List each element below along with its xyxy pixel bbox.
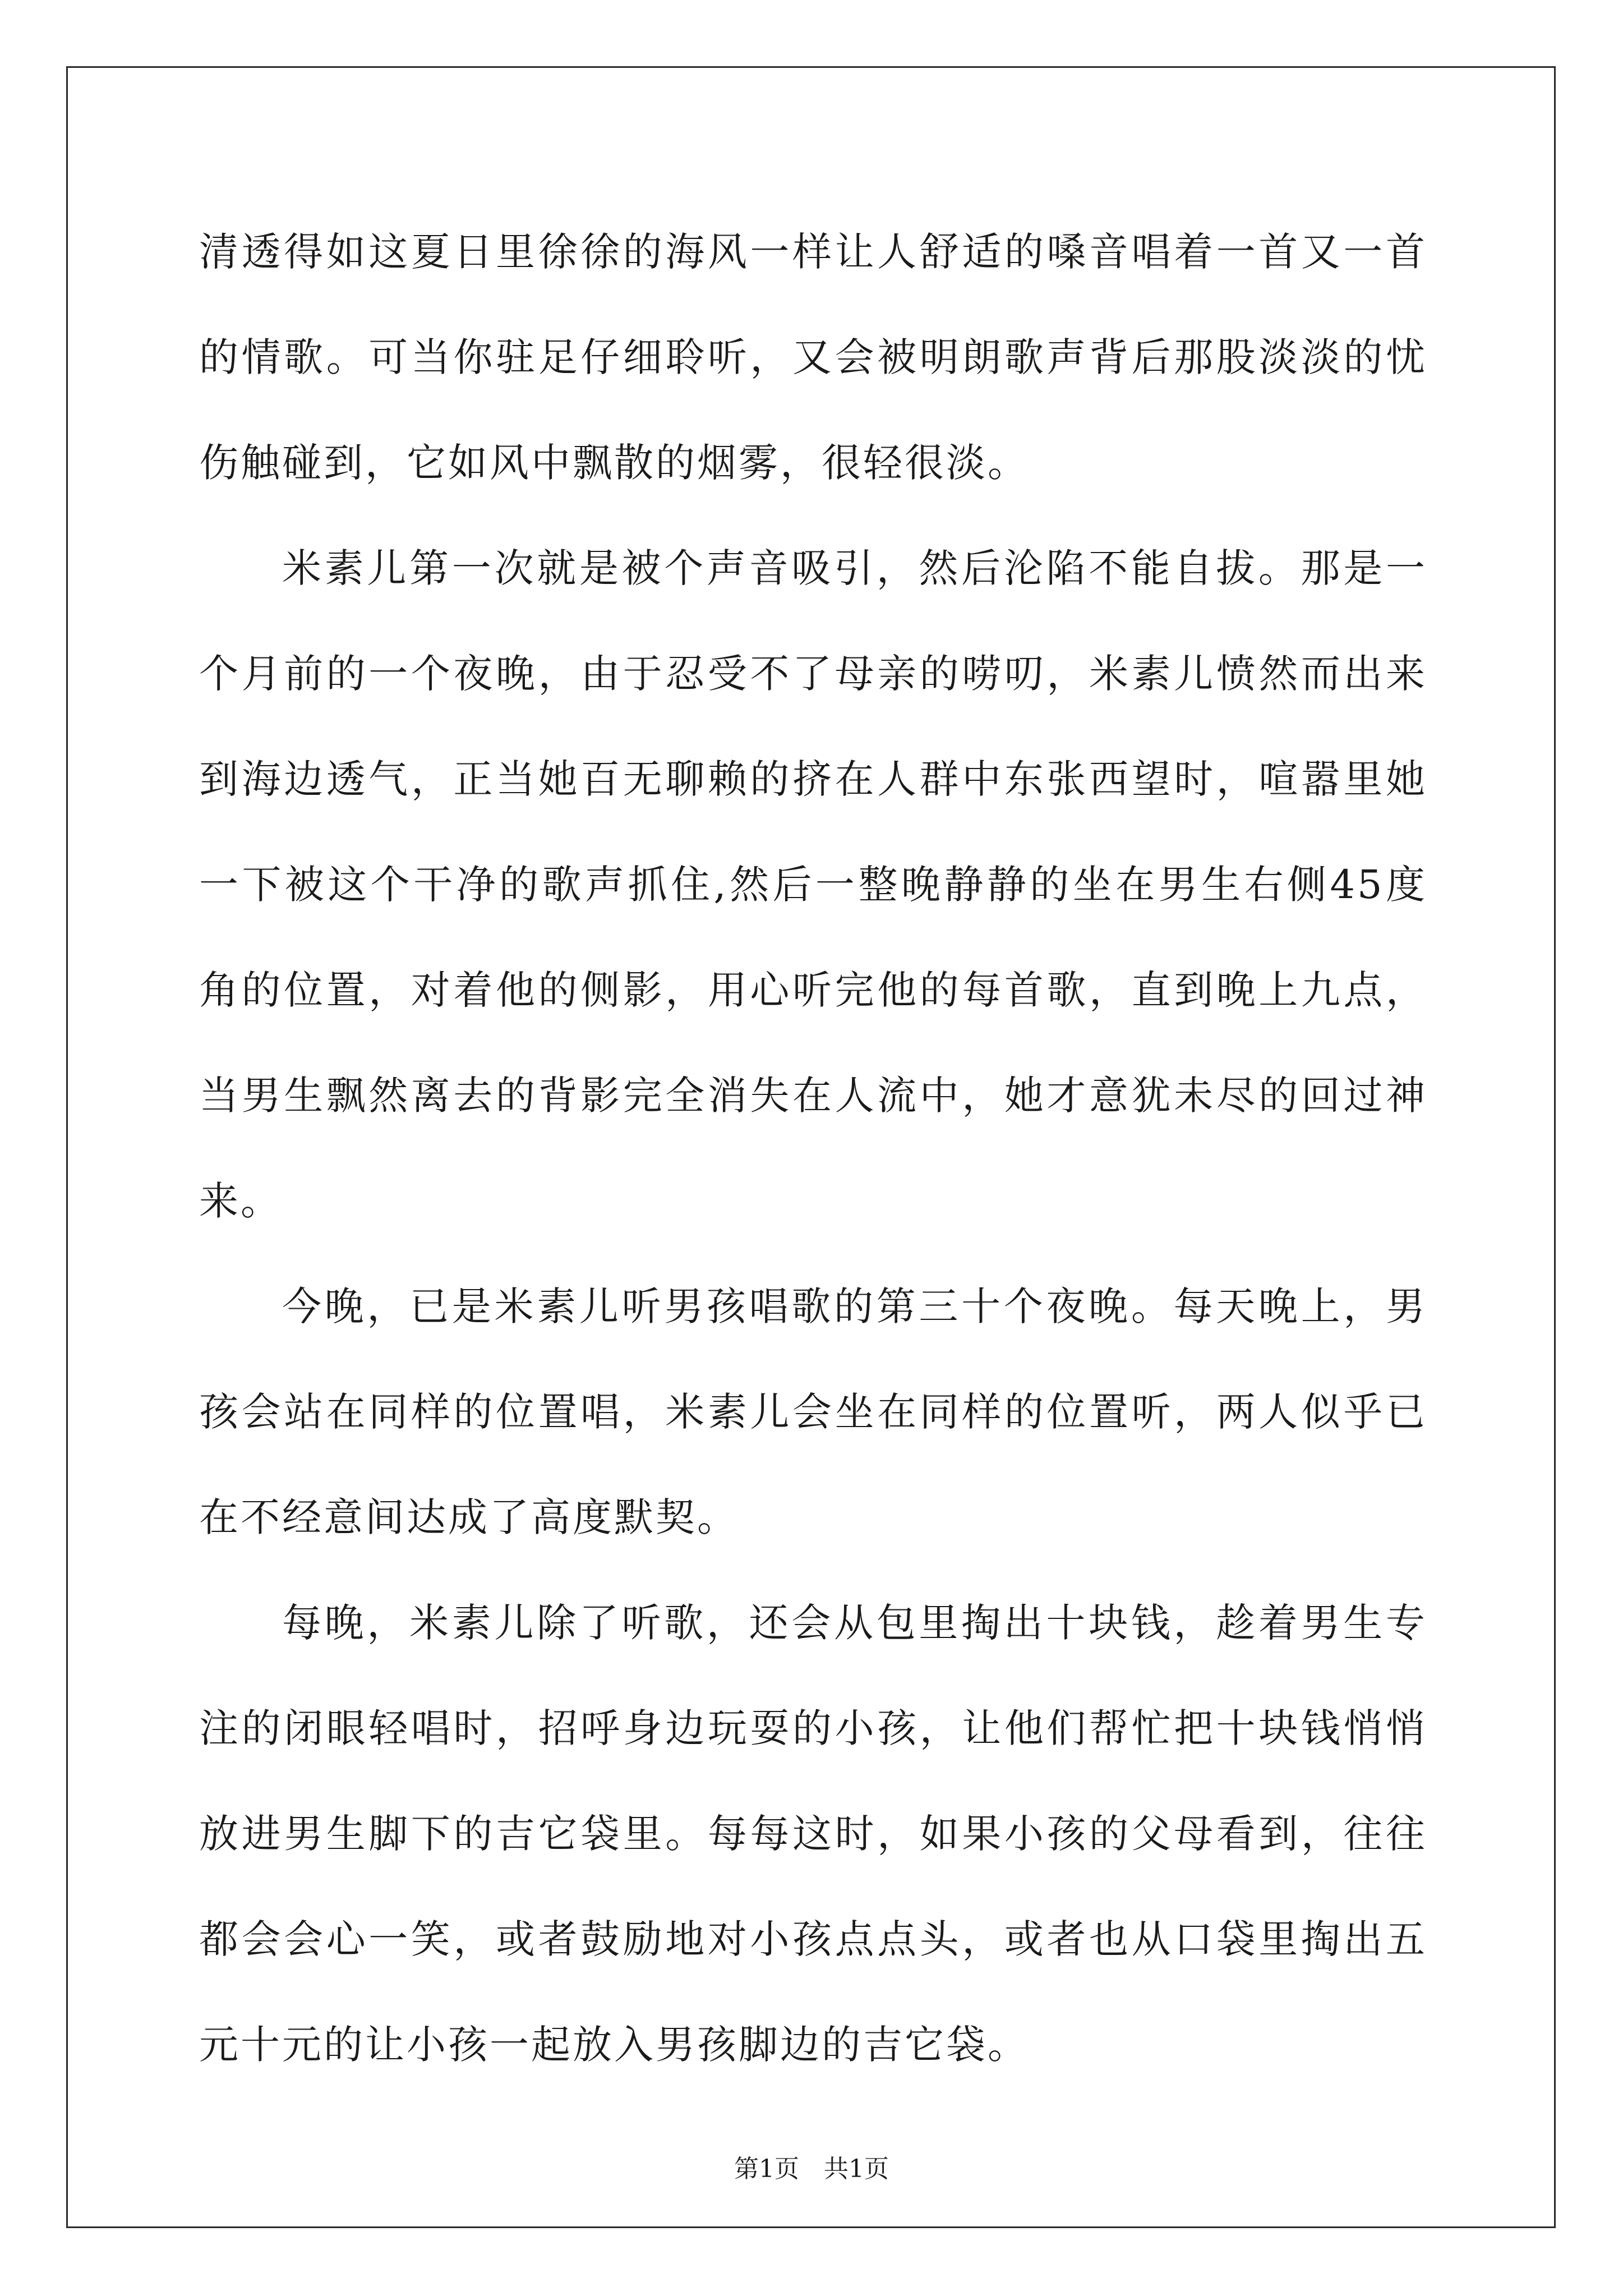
paragraph-3: 今晚，已是米素儿听男孩唱歌的第三十个夜晚。每天晚上，男孩会站在同样的位置唱，米素儿会坐在同样的位置听，两人似乎已在不经意间达成了高度默契。	[199, 1283, 1427, 1540]
paragraph-2: 米素儿第一次就是被个声音吸引，然后沦陷不能自拔。那是一个月前的一个夜晚，由于忍受不了母亲的唠叨，米素儿愤然而出来到海边透气，正当她百无聊赖的挤在人群中东张西望时，喧嚣里她一下被这个干净的歌声抓住,然后一整晚静静的坐在男生右侧45度角的位置，对着他的侧影，用心听完他的每首歌，直到晚上九点，当男生飘然离去的背影完全消失在人流中，她才意犹未尽的回过神来。	[199, 545, 1427, 1224]
paragraph-4: 每晚，米素儿除了听歌，还会从包里掏出十块钱，趁着男生专注的闭眼轻唱时，招呼身边玩耍的小孩，让他们帮忙把十块钱悄悄放进男生脚下的吉它袋里。每每这时，如果小孩的父母看到，往往都会会心一笑，或者鼓励地对小孩点点头，或者也从口袋里掏出五元十元的让小孩一起放入男孩脚边的吉它袋。	[199, 1600, 1427, 2068]
paragraph-1: 清透得如这夏日里徐徐的海风一样让人舒适的嗓音唱着一首又一首的情歌。可当你驻足仔细聆听，又会被明朗歌声背后那股淡淡的忧伤触碰到，它如风中飘散的烟雾，很轻很淡。	[199, 229, 1427, 486]
page-number-footer: 第1页 共1页	[734, 2155, 889, 2183]
document-body	[199, 199, 1427, 2097]
